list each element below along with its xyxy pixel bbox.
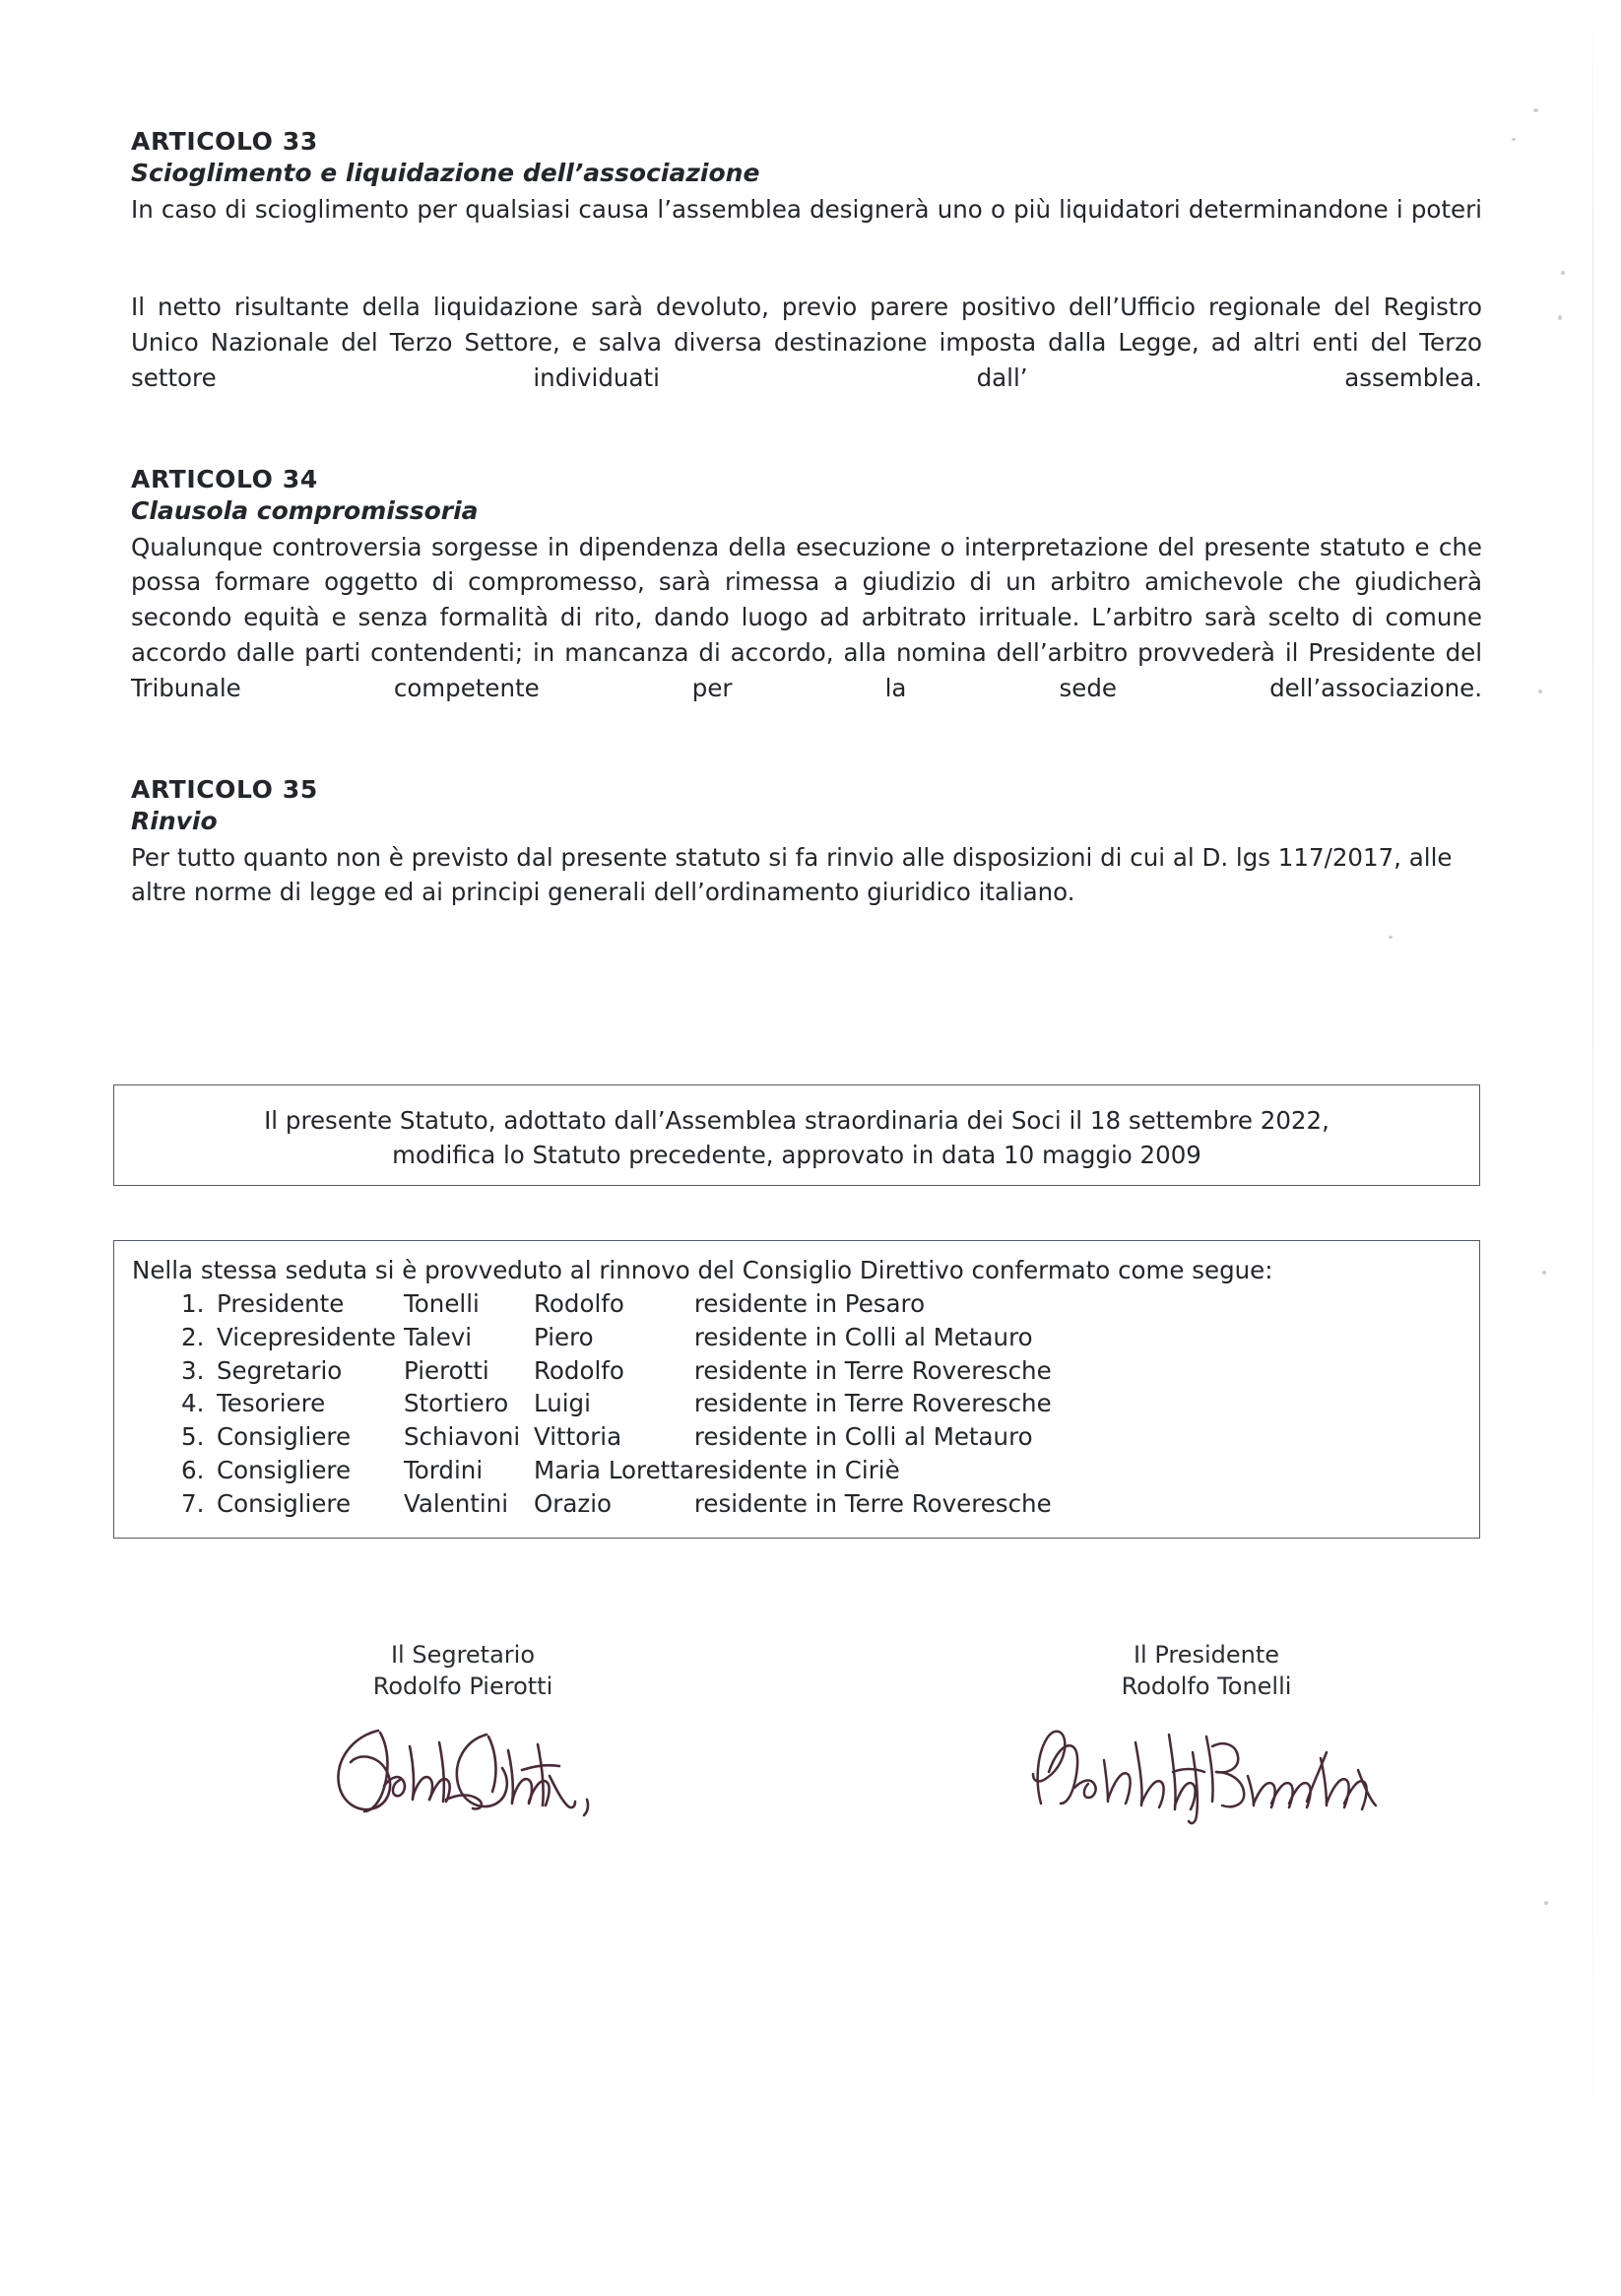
member-role: Vicepresidente [217,1322,397,1351]
member-residence: residente in Colli al Metauro [693,1322,1033,1351]
member-index: 7. [181,1488,205,1518]
scan-speckle [1389,936,1393,939]
president-name: Rodolfo Tonelli [1121,1672,1292,1700]
article-34-number: ARTICOLO 34 [131,465,318,494]
document-body [131,0,1482,910]
member-firstname: Luigi [534,1389,591,1418]
consiglio-direttivo-box [113,1240,1480,1539]
statuto-adoption-box [113,1084,1480,1186]
member-index: 6. [181,1455,205,1484]
member-firstname: Piero [534,1322,594,1351]
scan-speckle [1512,138,1516,141]
member-residence: residente in Ciriè [693,1455,900,1484]
member-role: Presidente [217,1288,345,1318]
member-role: Consigliere [217,1455,352,1484]
article-35-number: ARTICOLO 35 [131,775,318,805]
member-residence: residente in Colli al Metauro [693,1422,1033,1452]
member-surname: Valentini [404,1488,509,1518]
member-role: Consigliere [217,1488,352,1518]
signature-block-president [1000,1640,1413,1831]
member-index: 5. [181,1422,205,1452]
member-role: Consigliere [217,1422,352,1452]
consiglio-members-table [181,1288,1052,1522]
member-surname: Stortiero [404,1389,509,1418]
table-row [181,1388,1052,1421]
member-residence: residente in Terre Roveresche [693,1488,1052,1518]
signature-block-secretary [236,1640,689,1831]
member-surname: Tonelli [404,1288,480,1318]
member-index: 3. [181,1355,205,1385]
article-35-paragraph-1: Per tutto quanto non è previsto dal presente statuto si fa rinvio alle disposizioni di cui al D. lgs 117/2017, alle altre norme di legge ed ai principi generali dell’ordinamento giuridico italiano. [131,842,1453,907]
article-34-paragraph-1: Qualunque controversia sorgesse in dipendenza della esecuzione o interpretazione del presente statuto e che possa formare oggetto di compromesso, sarà rimessa a giudizio di un arbitro amichevole che giudicherà secondo equità e senza formalità di rito, dando luogo ad arbitrato irrituale. L’arbitro sarà scelto di comune accordo dalle parti contendenti; in mancanza di accordo, alla nomina dell’arbitro provvederà il Presidente del Tribunale competente per la sede dell’associazione. [131,532,1482,702]
member-firstname: Vittoria [534,1422,622,1452]
member-surname: Tordini [404,1455,484,1484]
secretary-role-label: Il Segretario [390,1641,536,1669]
member-surname: Schiavoni [404,1422,521,1452]
table-row [181,1421,1052,1455]
member-residence: residente in Pesaro [693,1288,926,1318]
article-33-paragraph-2: Il netto risultante della liquidazione sarà devoluto, previo parere positivo dell’Ufficio regionale del Registro Unico Nazionale del Terzo Settore, e salva diversa destinazione imposta dalla Legge, ad altri enti del Terzo settore individuati dall’ assemblea. [131,293,1482,392]
president-role-label: Il Presidente [1133,1641,1280,1669]
member-surname: Talevi [404,1322,473,1351]
scan-speckle [1538,689,1542,693]
scan-speckle [1533,108,1538,112]
secretary-name: Rodolfo Pierotti [372,1672,553,1700]
handwritten-signature-tonelli [1000,1713,1413,1831]
table-row [181,1455,1052,1488]
member-residence: residente in Terre Roveresche [693,1389,1052,1418]
member-index: 2. [181,1322,205,1351]
signature-area [0,1640,1621,1935]
consiglio-intro-text: Nella stessa seduta si è provveduto al rinnovo del Consiglio Direttivo confermato come segue: [132,1256,1273,1284]
handwritten-signature-pierotti [236,1713,689,1831]
scan-speckle [1542,1271,1546,1275]
table-row [181,1488,1052,1522]
table-row [181,1288,1052,1322]
member-firstname: Rodolfo [534,1355,624,1385]
member-role: Segretario [217,1355,343,1385]
table-row [181,1355,1052,1389]
article-34-title: Clausola compromissoria [131,496,479,526]
member-firstname: Orazio [534,1488,613,1518]
article-33-number: ARTICOLO 33 [131,127,318,156]
member-firstname: Rodolfo [534,1288,624,1318]
member-index: 4. [181,1389,205,1418]
member-firstname: Maria Loretta [534,1455,694,1484]
statuto-adoption-line-1: Il presente Statuto, adottato dall’Assemblea straordinaria dei Soci il 18 settembre 2022, [264,1106,1329,1135]
member-role: Tesoriere [217,1389,326,1418]
statuto-adoption-line-2: modifica lo Statuto precedente, approvato in data 10 maggio 2009 [392,1140,1201,1169]
scan-speckle [1561,271,1565,275]
article-35-title: Rinvio [131,807,218,836]
article-33-paragraph-1: In caso di scioglimento per qualsiasi causa l’assemblea designerà uno o più liquidatori determinandone i poteri [131,194,1482,224]
member-index: 1. [181,1288,205,1318]
scan-speckle [1558,315,1562,320]
article-33-title: Scioglimento e liquidazione dell’associazione [131,159,760,187]
member-surname: Pierotti [404,1355,489,1385]
table-row [181,1322,1052,1355]
scan-edge-artifact [1592,0,1593,2296]
member-residence: residente in Terre Roveresche [693,1355,1052,1385]
